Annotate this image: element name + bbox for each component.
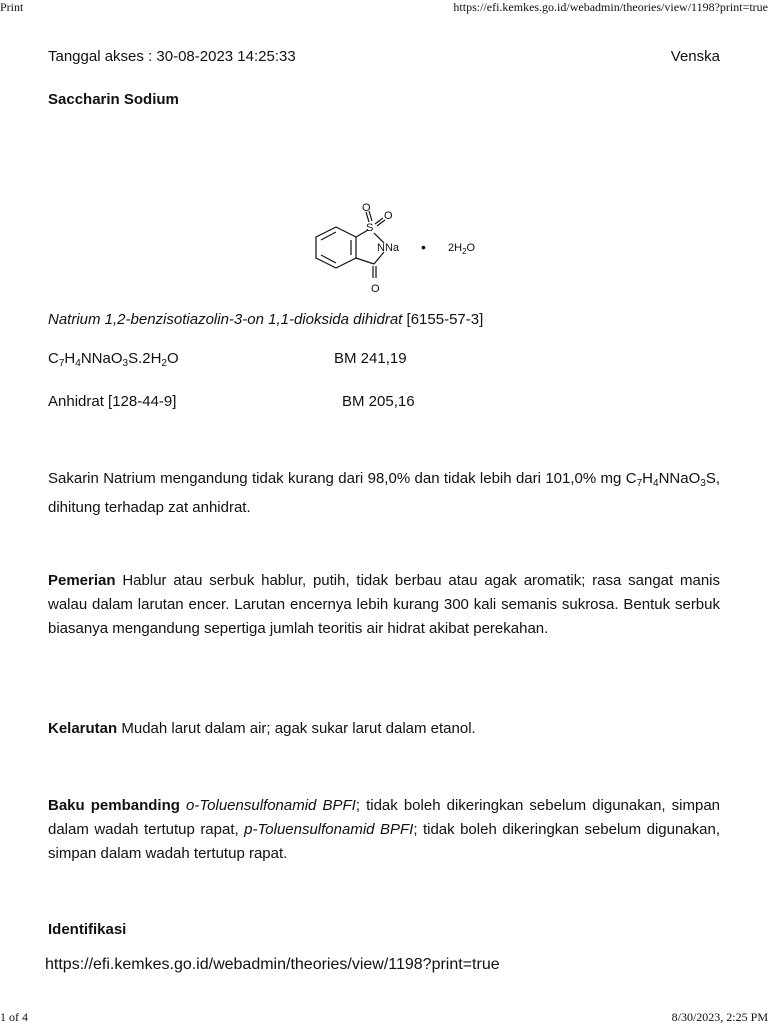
page-title: Saccharin Sodium xyxy=(48,91,179,108)
pemerian-label: Pemerian xyxy=(48,572,116,589)
access-date: Tanggal akses : 30-08-2023 14:25:33 xyxy=(48,48,296,65)
atom-label: O xyxy=(371,283,380,295)
anhydrous-weight: BM 205,16 xyxy=(342,393,415,410)
water-label: $2H_2O$ xyxy=(448,242,476,256)
user-name: Venska xyxy=(670,48,720,65)
kelarutan-label: Kelarutan xyxy=(48,720,118,737)
identifikasi-heading: Identifikasi xyxy=(48,921,127,938)
assay-formula: $C_7H_4NNaO_3S$ xyxy=(625,470,716,489)
molecular-weight: BM 241,19 xyxy=(334,350,407,367)
kelarutan-paragraph: Kelarutan Mudah larut dalam air; agak sukar larut dalam etanol. xyxy=(48,720,476,737)
benzene-ring xyxy=(316,227,356,268)
molecular-formula: $C_7H_4NNaO_3S.2H_2O$ xyxy=(48,350,179,369)
chemical-name-line xyxy=(48,311,483,328)
atom-label: O xyxy=(384,210,393,222)
atom-label: O xyxy=(362,202,371,214)
atom-label: NNa xyxy=(377,242,400,254)
baku-pembanding-paragraph: Baku pembanding o-Toluensulfonamid BPFI; tidak boleh dikeringkan sebelum digunakan, simpan dalam wadah tertutup rapat, p-Toluensulfonamid BPFI; tidak boleh dikeringkan sebelum digunakan, simpan dalam wadah tertutup rapat. xyxy=(48,797,721,862)
page-number: 1 of 4 xyxy=(0,1010,28,1024)
print-url[interactable]: https://efi.kemkes.go.id/webadmin/theories/view/1198?print=true xyxy=(453,0,768,14)
anhydrous-label: Anhidrat [128-44-9] xyxy=(48,393,177,410)
saccharin-structure-diagram xyxy=(300,200,500,300)
assay-paragraph: Sakarin Natrium mengandung tidak kurang dari 98,0% dan tidak lebih dari 101,0% mg $C_7H_4NNaO_3S$, dihitung terhadap zat anhidrat. xyxy=(48,470,721,516)
baku-label: Baku pembanding xyxy=(48,797,180,814)
print-label: Print xyxy=(0,0,24,14)
pemerian-paragraph: Pemerian Hablur atau serbuk hablur, putih, tidak berbau atau agak aromatik; rasa sangat manis walau dalam larutan encer. Larutan encernya lebih kurang 300 kali semanis sukrosa. Bentuk serbuk biasanya mengandung sepertiga jumlah teoritis air hidrat akibat perekahan. xyxy=(48,572,720,637)
cas-number: [6155-57-3] xyxy=(406,311,484,328)
print-datetime: 8/30/2023, 2:25 PM xyxy=(671,1010,768,1024)
print-header xyxy=(0,0,768,16)
atom-label: S xyxy=(366,222,374,234)
chemical-name: Natrium 1,2-benzisotiazolin-3-on 1,1-dioksida dihidrat xyxy=(48,311,403,328)
hydrate-dot: • xyxy=(421,239,426,255)
page-url[interactable]: https://efi.kemkes.go.id/webadmin/theories/view/1198?print=true xyxy=(45,956,500,973)
